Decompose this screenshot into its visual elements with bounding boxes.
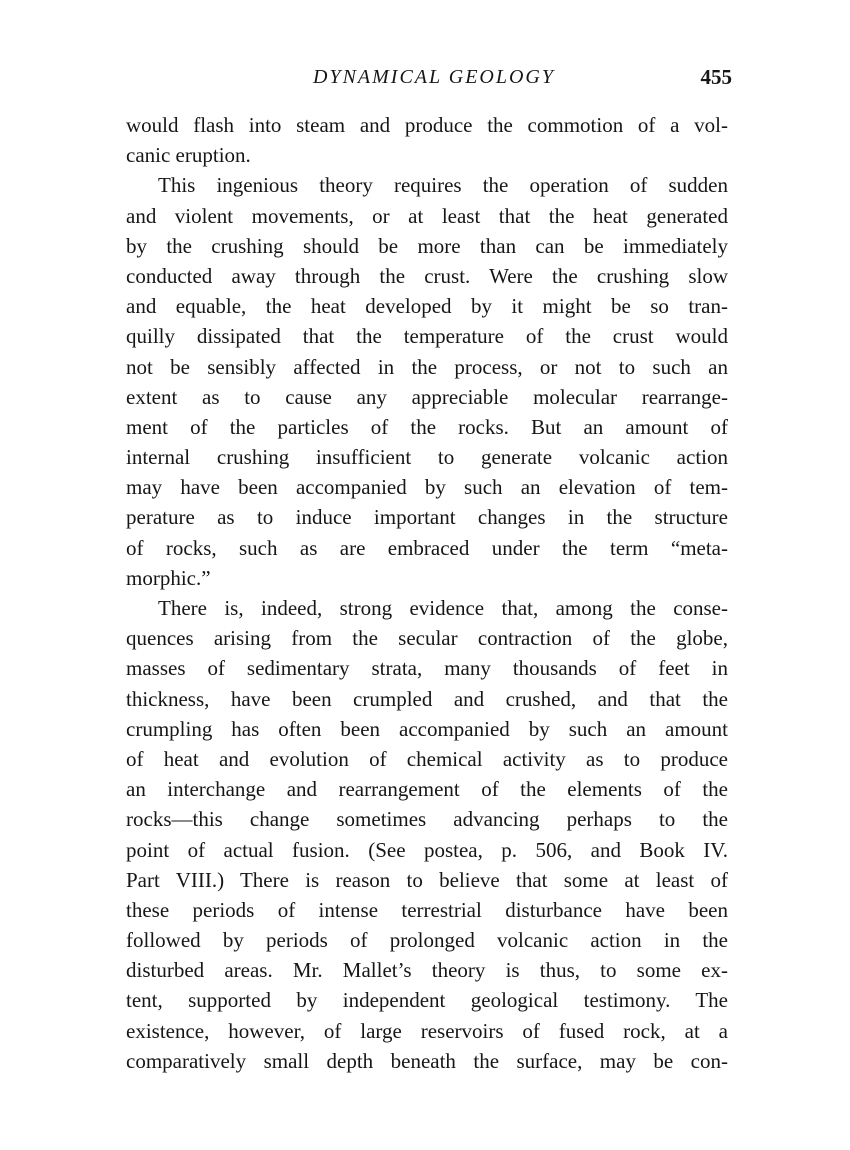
paragraph — [126, 110, 728, 170]
text-line: This ingenious theory requires the operation of sudden — [158, 173, 728, 198]
text-line: and violent movements, or at least that the heat generated — [126, 203, 728, 228]
text-line: may have been accompanied by such an elevation of tem- — [126, 475, 728, 500]
text-line: masses of sedimentary strata, many thousands of feet in — [126, 656, 728, 681]
text-line: tent, supported by independent geological testimony. The — [126, 988, 728, 1013]
text-line: crumpling has often been accompanied by such an amount — [126, 716, 728, 741]
page-number: 455 — [700, 65, 732, 89]
text-line: and equable, the heat developed by it might be so tran- — [126, 294, 728, 319]
paragraph — [126, 593, 728, 1076]
text-line: Part VIII.) There is reason to believe that some at least of — [126, 867, 728, 892]
text-line: existence, however, of large reservoirs of fused rock, at a — [126, 1018, 728, 1043]
text-line: rocks—this change sometimes advancing perhaps to the — [126, 807, 728, 832]
text-line: would flash into steam and produce the commotion of a vol- — [126, 113, 728, 137]
text-line: There is, indeed, strong evidence that, among the conse- — [158, 596, 728, 620]
text-line: followed by periods of prolonged volcanic action in the — [126, 928, 728, 953]
text-line: quilly dissipated that the temperature of the crust would — [126, 324, 728, 349]
paragraph — [126, 170, 728, 593]
running-head — [126, 62, 732, 92]
text-line: quences arising from the secular contraction of the globe, — [126, 626, 728, 651]
text-line: an interchange and rearrangement of the elements of the — [126, 777, 728, 802]
text-line: internal crushing insufficient to generate volcanic action — [126, 445, 728, 470]
text-line: thickness, have been crumpled and crushed, and that the — [126, 686, 728, 711]
text-line: canic eruption. — [126, 143, 251, 168]
text-line: morphic.” — [126, 565, 211, 590]
text-line: of rocks, such as are embraced under the term “meta- — [126, 535, 728, 560]
text-line: of heat and evolution of chemical activity as to produce — [126, 746, 728, 771]
body-text — [126, 110, 728, 1076]
text-line: disturbed areas. Mr. Mallet’s theory is thus, to some ex- — [126, 958, 728, 983]
text-line: these periods of intense terrestrial disturbance have been — [126, 897, 728, 922]
text-line: ment of the particles of the rocks. But an amount of — [126, 414, 728, 439]
text-line: point of actual fusion. (See postea, p. 506, and Book IV. — [126, 837, 728, 862]
text-line: comparatively small depth beneath the surface, may be con- — [126, 1048, 728, 1073]
text-line: conducted away through the crust. Were the crushing slow — [126, 263, 728, 288]
text-line: perature as to induce important changes in the structure — [126, 505, 728, 530]
text-line: not be sensibly affected in the process, or not to such an — [126, 354, 728, 379]
text-line: by the crushing should be more than can be immediately — [126, 233, 728, 258]
running-title: DYNAMICAL GEOLOGY — [313, 66, 555, 88]
text-line: extent as to cause any appreciable molecular rearrange- — [126, 384, 728, 409]
